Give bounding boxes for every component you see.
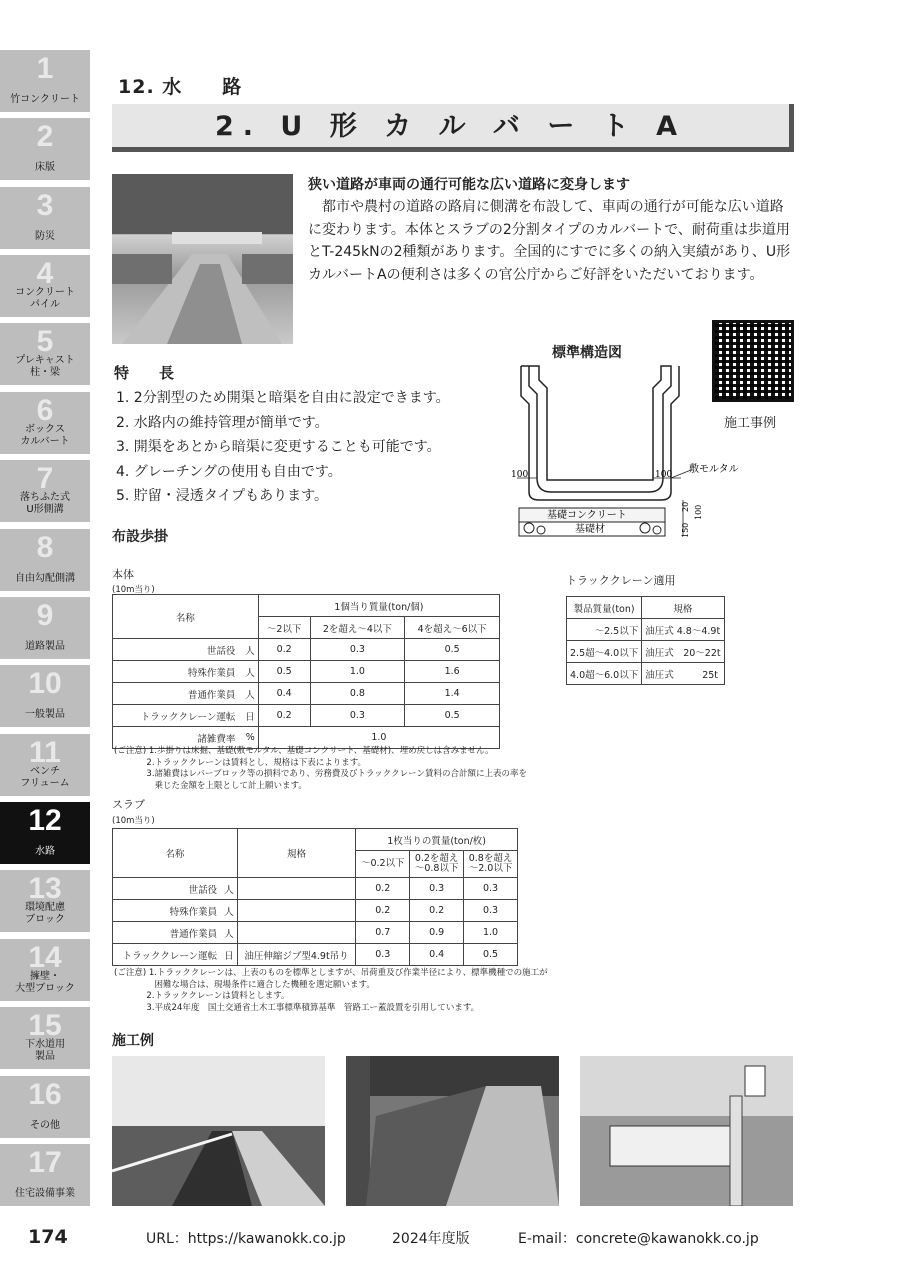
row-unit: 人	[220, 900, 237, 922]
sidebar-tab-number: 1	[36, 52, 54, 85]
sidebar-tab-number: 17	[28, 1146, 62, 1179]
hero-photo	[112, 174, 293, 344]
sidebar-tab-label: ボックス カルバート	[20, 424, 70, 447]
sidebar-tab-10[interactable]	[0, 665, 90, 727]
row-unit: 人	[238, 683, 258, 705]
row-value: 0.9	[410, 922, 464, 944]
body-col-header: 〜2以下	[258, 617, 310, 639]
crane-table	[566, 596, 725, 685]
sidebar-tab-7[interactable]	[0, 460, 90, 522]
footer-edition: 2024年度版	[392, 1231, 470, 1247]
slab-col-header: 〜0.2以下	[356, 851, 410, 878]
sidebar-tab-number: 13	[28, 872, 62, 905]
example-photo-2-art	[346, 1056, 559, 1206]
footer-email[interactable]: E-mail：concrete@kawanokk.co.jp	[518, 1231, 759, 1247]
sidebar-tab-label: 防災	[35, 231, 55, 242]
sidebar-tab-14[interactable]	[0, 939, 90, 1001]
table-row	[113, 900, 518, 922]
row-unit: %	[238, 727, 258, 749]
sidebar-tab-13[interactable]	[0, 870, 90, 932]
slab-group-header: 1枚当りの質量(ton/枚)	[356, 829, 518, 851]
sidebar-tab-16[interactable]	[0, 1076, 90, 1138]
intro-headline: 狭い道路が車両の通行可能な広い道路に変身します	[308, 177, 630, 193]
row-value: 1.0	[310, 661, 405, 683]
crane-cell: 油圧式 20〜22t	[642, 641, 724, 663]
table-row	[113, 705, 500, 727]
table-row	[567, 641, 725, 663]
crane-cell: 油圧式 25t	[642, 663, 724, 685]
row-unit: 人	[220, 922, 237, 944]
row-spec	[237, 922, 356, 944]
sidebar-tab-label: 道路製品	[25, 641, 65, 652]
body-table	[112, 594, 500, 749]
row-value: 0.8	[310, 683, 405, 705]
feature-item: 5. 貯留・浸透タイプもあります。	[116, 488, 328, 504]
row-name: 世話役	[113, 878, 221, 900]
dim-v-150: 150	[681, 522, 690, 538]
slab-spec-header: 規格	[237, 829, 356, 878]
row-name: トラッククレーン運転	[113, 705, 239, 727]
feature-item: 2. 水路内の維持管理が簡単です。	[116, 414, 329, 431]
hero-photo-art	[112, 174, 293, 344]
feature-item: 3. 開渠をあとから暗渠に変更することも可能です。	[116, 439, 441, 455]
table-row	[113, 922, 518, 944]
row-value: 0.3	[464, 900, 518, 922]
crane-cell: 2.5超〜4.0以下	[567, 641, 642, 663]
sidebar-tab-label: 下水道用 製品	[25, 1039, 65, 1062]
sidebar-tab-number: 14	[28, 941, 62, 974]
example-photo-1	[112, 1056, 325, 1206]
product-title: 2. U 形 カ ル バ ー ト A	[214, 111, 687, 142]
sidebar-tab-3[interactable]	[0, 187, 90, 249]
slab-label: スラブ	[112, 798, 145, 811]
row-spec	[237, 878, 356, 900]
row-name: 世話役	[113, 639, 239, 661]
row-value: 1.0	[464, 922, 518, 944]
product-title-box	[112, 104, 794, 152]
slab-col-header: 0.8を超え 〜2.0以下	[464, 851, 518, 878]
sidebar-tab-number: 12	[28, 804, 62, 837]
base-concrete-label: 基礎コンクリート	[547, 510, 627, 521]
row-unit: 日	[220, 944, 237, 966]
row-value: 0.4	[410, 944, 464, 966]
slab-name-header: 名称	[113, 829, 238, 878]
body-notes: (ご注意) 1.歩掛りは床掘、基礎(敷モルタル、基礎コンクリート、基礎材)、埋め戻しは含みません。 2.トラッククレーンは賃料とし、規格は下表によります。 3.諸雑費はレバーブロック等の損料であり、労務費及びトラッククレーン賃料の合計額に上表の率を 乗じた金額を上限として計上願います。	[114, 746, 528, 791]
body-name-header: 名称	[113, 595, 259, 639]
sidebar-tab-label: プレキャスト 柱・梁	[15, 355, 75, 378]
sidebar-tab-6[interactable]	[0, 392, 90, 454]
sidebar-tab-number: 7	[36, 462, 54, 495]
sidebar-tab-label: コンクリート パイル	[15, 287, 75, 310]
slab-table	[112, 828, 518, 966]
body-unit: (10m当り)	[112, 585, 155, 595]
sidebar-tab-number: 5	[36, 325, 54, 358]
table-row	[113, 878, 518, 900]
sidebar-tab-number: 6	[36, 394, 54, 427]
sidebar-tab-label: 住宅設備事業	[15, 1188, 75, 1199]
features-heading: 特 長	[114, 364, 175, 382]
row-name: トラッククレーン運転	[113, 944, 221, 966]
crane-cell: 油圧式 4.8〜4.9t	[642, 619, 724, 641]
example-photo-1-art	[112, 1056, 325, 1206]
feature-item: 4. グレーチングの使用も自由です。	[116, 463, 342, 480]
install-heading: 布設歩掛	[112, 529, 168, 545]
row-value: 0.7	[356, 922, 410, 944]
row-unit: 日	[238, 705, 258, 727]
sidebar-tab-8[interactable]	[0, 529, 90, 591]
sidebar-tab-5[interactable]	[0, 323, 90, 385]
dim-right: 100	[655, 470, 673, 480]
row-value: 0.2	[258, 639, 310, 661]
row-value: 0.3	[310, 705, 405, 727]
features-list	[116, 386, 450, 509]
table-row	[113, 683, 500, 705]
chapter-heading: 12. 水 路	[118, 76, 243, 98]
row-unit: 人	[238, 639, 258, 661]
dim-v-100: 100	[694, 504, 703, 520]
table-row	[113, 944, 518, 966]
row-value: 0.3	[310, 639, 405, 661]
sidebar-tab-label: ベンチ フリューム	[20, 766, 70, 789]
sidebar-tab-number: 8	[36, 531, 54, 564]
table-row	[567, 663, 725, 685]
row-value: 1.0	[258, 727, 499, 749]
sidebar-tab-2[interactable]	[0, 118, 90, 180]
table-row	[113, 639, 500, 661]
sidebar-tab-15[interactable]	[0, 1007, 90, 1069]
sidebar-tab-number: 10	[28, 667, 62, 700]
qr-code[interactable]	[712, 320, 794, 402]
row-name: 特殊作業員	[113, 661, 239, 683]
sidebar-tab-17[interactable]	[0, 1144, 90, 1206]
row-name: 普通作業員	[113, 683, 239, 705]
slab-notes: (ご注意) 1.トラッククレーンは、上表のものを標準としますが、吊荷重及び作業半径により、標準機種での施工が 困難な場合は、現場条件に適合した機種を選定願います。 2.トラッククレーンは賃料とします。 3.平成24年度 国土交通省土木工事標準積算基準 管路工ー蓋設置を引用しています。	[114, 968, 548, 1013]
sidebar-tab-label: 自由勾配側溝	[15, 573, 75, 584]
row-value: 0.5	[464, 944, 518, 966]
row-unit: 人	[220, 878, 237, 900]
row-name: 普通作業員	[113, 922, 221, 944]
sidebar-tab-1[interactable]	[0, 50, 90, 112]
qr-caption: 施工事例	[724, 416, 777, 431]
feature-item: 1. 2分割型のため開渠と暗渠を自由に設定できます。	[116, 390, 450, 406]
body-group-header: 1個当り質量(ton/個)	[258, 595, 499, 617]
body-label: 本体	[112, 568, 134, 581]
row-value: 1.6	[405, 661, 500, 683]
row-value: 0.5	[405, 639, 500, 661]
example-photo-3	[580, 1056, 793, 1206]
slab-unit: (10m当り)	[112, 816, 155, 826]
body-col-header: 4を超え〜6以下	[405, 617, 500, 639]
dim-v-20: 20	[681, 501, 690, 512]
sidebar-tab-number: 11	[29, 736, 61, 769]
example-photo-3-art	[580, 1056, 793, 1206]
slab-col-header: 0.2を超え 〜0.8以下	[410, 851, 464, 878]
row-value: 0.3	[410, 878, 464, 900]
row-name: 特殊作業員	[113, 900, 221, 922]
base-material-label: 基礎材	[575, 524, 605, 535]
row-value: 0.5	[258, 661, 310, 683]
sidebar-tab-label: 落ちふた式 U形側溝	[20, 492, 70, 515]
sidebar-tab-12[interactable]	[0, 802, 90, 864]
sidebar-tab-4[interactable]	[0, 255, 90, 317]
diagram-title: 標準構造図	[552, 345, 622, 361]
page-number: 174	[28, 1226, 68, 1248]
sidebar-tab-label: 床版	[35, 162, 55, 173]
crane-cell: 〜2.5以下	[567, 619, 642, 641]
sidebar-tab-label: 擁壁・ 大型ブロック	[15, 971, 75, 994]
row-value: 0.2	[258, 705, 310, 727]
sidebar-tab-label: 竹コンクリート	[10, 94, 80, 105]
sidebar-tab-number: 9	[36, 599, 54, 632]
crane-cell: 4.0超〜6.0以下	[567, 663, 642, 685]
table-row	[567, 619, 725, 641]
row-value: 0.2	[356, 900, 410, 922]
sidebar-tab-label: その他	[30, 1120, 60, 1131]
sidebar-tab-number: 2	[36, 120, 54, 153]
sidebar-tab-number: 4	[36, 257, 54, 290]
dim-left: 100	[511, 470, 529, 480]
sidebar-tab-number: 15	[28, 1009, 62, 1042]
footer-url[interactable]: URL：https://kawanokk.co.jp	[146, 1231, 346, 1247]
row-value: 0.2	[356, 878, 410, 900]
mortar-label: 敷モルタル	[689, 464, 739, 475]
row-value: 0.3	[464, 878, 518, 900]
sidebar-tab-9[interactable]	[0, 597, 90, 659]
sidebar-tab-11[interactable]	[0, 734, 90, 796]
row-value: 1.4	[405, 683, 500, 705]
structure-diagram	[505, 360, 745, 540]
crane-label: トラッククレーン適用	[566, 574, 676, 587]
row-value: 0.2	[410, 900, 464, 922]
sidebar-tab-label: 水路	[35, 846, 55, 857]
row-value: 0.3	[356, 944, 410, 966]
examples-heading: 施工例	[112, 1033, 154, 1049]
sidebar-tab-label: 環境配慮 ブロック	[25, 902, 65, 925]
sidebar-tab-number: 3	[36, 189, 54, 222]
row-spec	[237, 900, 356, 922]
row-value: 0.5	[405, 705, 500, 727]
row-unit: 人	[238, 661, 258, 683]
row-name: 諸雑費率	[113, 727, 239, 749]
crane-header: 製品質量(ton)	[567, 597, 642, 619]
sidebar-tab-label: 一般製品	[25, 709, 65, 720]
row-spec: 油圧伸縮ジブ型4.9t吊り	[237, 944, 356, 966]
body-col-header: 2を超え〜4以下	[310, 617, 405, 639]
row-value: 0.4	[258, 683, 310, 705]
sidebar-tab-number: 16	[28, 1078, 62, 1111]
table-row	[113, 661, 500, 683]
crane-header: 規格	[642, 597, 724, 619]
intro-body: 都市や農村の道路の路肩に側溝を布設して、車両の通行が可能な広い道路に変わります。本体とスラブの2分割タイプのカルバートで、耐荷重は歩道用とT-245kNの2種類があります。全国的にすでに多くの納入実績があり、U形カルバートAの便利さは多くの官公庁からご好評をいただいております。	[308, 199, 791, 283]
example-photo-2	[346, 1056, 559, 1206]
